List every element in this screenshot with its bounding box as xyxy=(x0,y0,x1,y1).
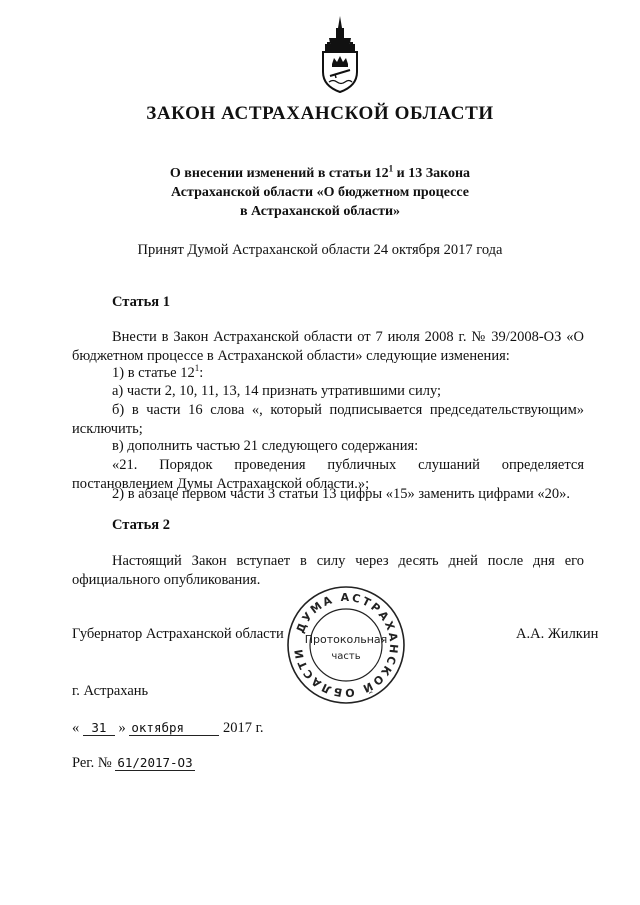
signing-date xyxy=(72,720,264,737)
coat-of-arms xyxy=(315,14,365,94)
date-quote-open: « xyxy=(72,720,80,736)
document-title: ЗАКОН АСТРАХАНСКОЙ ОБЛАСТИ xyxy=(146,103,494,124)
article-1-item-b: б) в части 16 слова «, который подписывается председательствующим» исключить; xyxy=(72,402,584,437)
article-1-intro: Внести в Закон Астраханской области от 7 июля 2008 г. № 39/2008-ОЗ «О бюджетном процессе в Астраханской области» следующие изменения: xyxy=(72,329,584,364)
subtitle-line-3: в Астраханской области» xyxy=(239,204,401,219)
place: г. Астрахань xyxy=(72,683,149,699)
astrakhan-coat-of-arms-icon xyxy=(315,14,365,94)
registration-number: 61/2017-ОЗ xyxy=(117,755,193,770)
governor-position: Губернатор Астраханской области xyxy=(72,626,284,642)
stamp-ring-text: ДУМА АСТРАХАНСКОЙ ОБЛАСТИ xyxy=(291,590,401,700)
date-month: октября xyxy=(129,720,219,736)
article-1-heading: Статья 1 xyxy=(112,294,170,310)
official-stamp xyxy=(284,583,408,707)
date-quote-close: » xyxy=(118,720,126,736)
article-1-item-1: 1) в статье $12^1$: xyxy=(112,363,204,381)
registration xyxy=(72,755,195,772)
stamp-center-line-1: Протокольная xyxy=(304,633,388,646)
governor-name: А.А. Жилкин xyxy=(516,626,599,642)
registration-label: Рег. № xyxy=(72,755,112,771)
law-subtitle xyxy=(0,164,640,221)
article-2-text: Настоящий Закон вступает в силу через десять дней после дня его официального опубликования. xyxy=(72,553,584,588)
date-day: 31 xyxy=(83,720,115,736)
article-1-item-2: 2) в абзаце первом части 3 статьи 13 цифры «15» заменить цифрами «20». xyxy=(112,486,570,502)
subtitle-line-2: Астраханской области «О бюджетном процессе xyxy=(171,185,469,200)
article-1-quote: «21. Порядок проведения публичных слушаний определяется постановлением Думы Астраханской области.»; xyxy=(72,457,584,492)
article-1-item-v: в) дополнить частью 21 следующего содержания: xyxy=(112,438,419,454)
adoption-note: Принят Думой Астраханской области 24 октября 2017 года xyxy=(137,242,503,258)
date-year: 2017 г. xyxy=(223,720,264,736)
article-2-heading: Статья 2 xyxy=(112,517,170,533)
round-stamp-icon xyxy=(284,583,408,707)
subtitle-line-1: О внесении изменений в статьи $12^1$ и 13 Закона xyxy=(169,163,471,181)
stamp-center-line-2: часть xyxy=(331,651,361,662)
article-1-item-a: а) части 2, 10, 11, 13, 14 признать утратившими силу; xyxy=(112,383,442,399)
